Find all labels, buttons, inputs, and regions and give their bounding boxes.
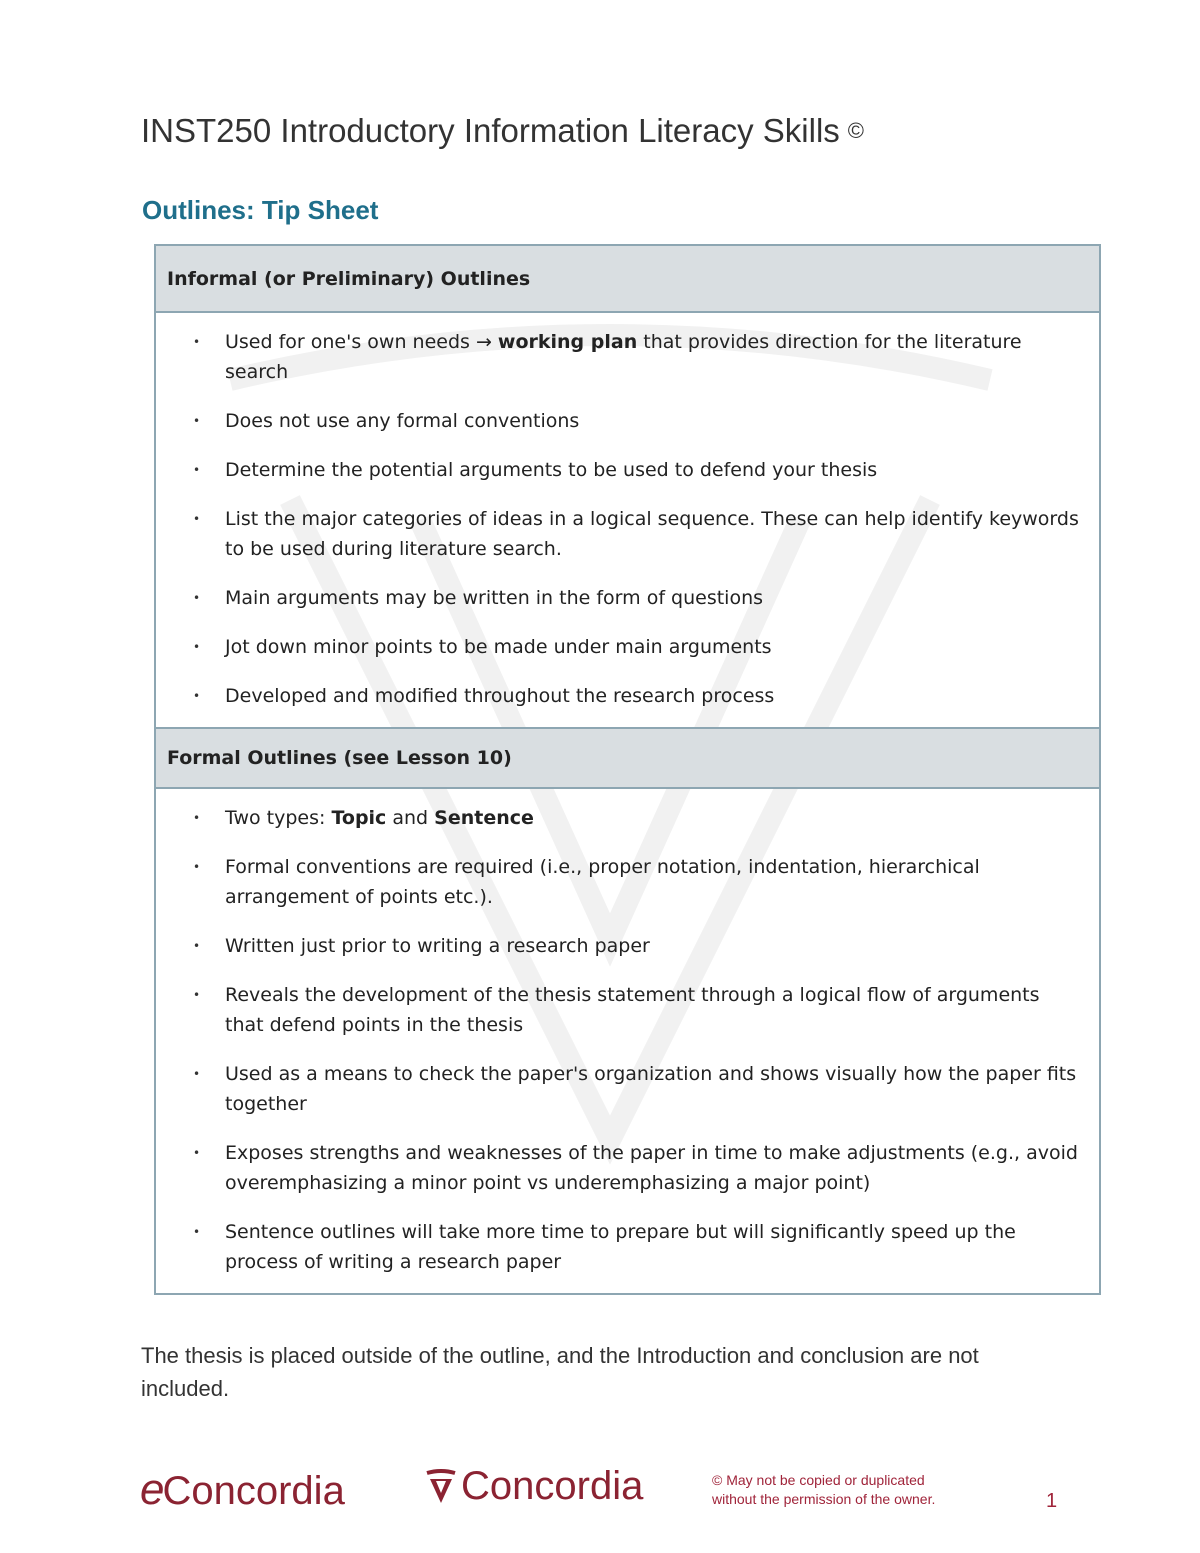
bullet-text: Does not use any formal conventions [225,410,580,432]
bullet-item [156,327,1079,387]
bullet-text: Formal conventions are required (i.e., proper notation, indentation, hierarchical arrangement of points etc.). [225,856,980,908]
bullet-item [156,931,1079,961]
bold-text: Sentence [434,807,534,829]
closing-note: The thesis is placed outside of the outline, and the Introduction and conclusion are not included. [141,1343,979,1401]
page-number: 1 [1046,1490,1058,1512]
formal-bullet-list [156,789,1099,1293]
informal-bullet-list [156,313,1099,727]
copyright-line-2: without the permission of the owner. [712,1491,936,1507]
bullet-text: Two types: [225,807,332,829]
econcordia-logo-e: e [140,1465,165,1514]
copyright-symbol: © [847,118,865,143]
bullet-text: Reveals the development of the thesis statement through a logical flow of arguments that defend points in the thesis [225,984,1040,1036]
concordia-logo-text: Concordia [461,1464,644,1508]
bold-text: working plan [497,331,638,353]
bullet-text: that provides direction for the literature search [225,331,1022,383]
econcordia-logo-text: Concordia [162,1469,345,1513]
bullet-text: Used for one's own needs → [225,331,498,353]
bullet-text: Used as a means to check the paper's organization and shows visually how the paper fits together [225,1063,1077,1115]
outline-table [154,244,1101,1295]
concordia-logo [425,1464,643,1509]
bullet-item [156,681,1079,711]
bullet-text: Developed and modified throughout the research process [225,685,775,707]
document-subtitle: Outlines: Tip Sheet [142,195,379,225]
bullet-item [156,852,1079,912]
crest-logo-icon [425,1469,457,1505]
bold-text: Topic [331,807,387,829]
copyright-notice [712,1471,935,1509]
title-text: INST250 Introductory Information Literacy Skills [141,112,840,149]
bullet-item [156,980,1079,1040]
bullet-item [156,504,1079,564]
bullet-item [156,406,1079,436]
bullet-item [156,1138,1079,1198]
bullet-item [156,455,1079,485]
bullet-item [156,1217,1079,1277]
bullet-item [156,803,1079,833]
bullet-item [156,583,1079,613]
bullet-text: Written just prior to writing a research paper [225,935,650,957]
bullet-text: Exposes strengths and weaknesses of the paper in time to make adjustments (e.g., avoid overemphasizing a minor point vs underemphasizing a major point) [225,1142,1078,1194]
bullet-text: Jot down minor points to be made under main arguments [225,636,772,658]
bullet-item [156,632,1079,662]
econcordia-logo [140,1465,345,1515]
bullet-text: Main arguments may be written in the form of questions [225,587,764,609]
bullet-text: List the major categories of ideas in a logical sequence. These can help identify keywords to be used during literature search. [225,508,1079,560]
copyright-line-1: © May not be copied or duplicated [712,1472,925,1488]
bullet-text: and [386,807,435,829]
document-title [141,112,864,150]
bullet-text: Sentence outlines will take more time to prepare but will significantly speed up the process of writing a research paper [225,1221,1016,1273]
section-heading-informal: Informal (or Preliminary) Outlines [156,246,1099,313]
section-heading-formal: Formal Outlines (see Lesson 10) [156,727,1099,789]
bullet-item [156,1059,1079,1119]
bullet-text: Determine the potential arguments to be used to defend your thesis [225,459,878,481]
